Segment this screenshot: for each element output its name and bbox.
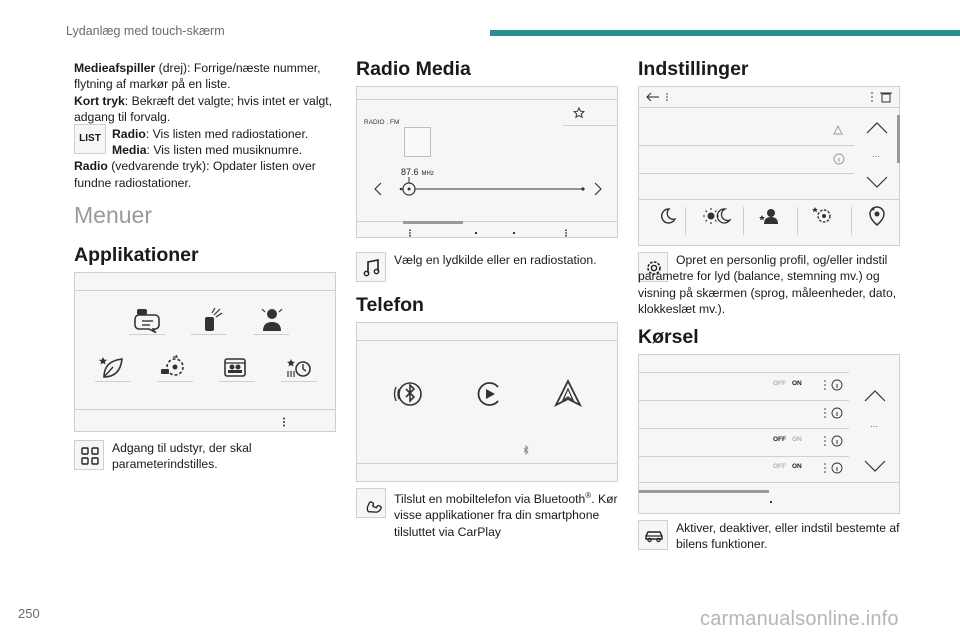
header-title: Lydanlæg med touch-skærm: [66, 24, 225, 38]
toggle-3[interactable]: OFF ON: [773, 463, 802, 470]
radio-more-icon-2[interactable]: [563, 229, 569, 237]
vehicle-settings-icon[interactable]: [159, 355, 187, 381]
watermark: carmanualsonline.info: [700, 608, 899, 630]
settings-description: Opret en personlig profil, og/eller indstil parametre for lyd (balance, stemning mv.) og visning på skærmen (sprog, måleenheder, dato, klokkeslæt mv.).: [638, 253, 897, 317]
radio-band-label: RADIO . FM: [364, 119, 400, 126]
radio-icon-box: [356, 252, 386, 282]
radio-description: Vælg en lydkilde eller en radiostation.: [394, 253, 597, 267]
carplay-icon[interactable]: [475, 379, 505, 409]
paragraph-radio: Radio: Vis listen med radiostationer.: [112, 126, 309, 141]
remote-icon[interactable]: [201, 307, 223, 333]
android-auto-icon[interactable]: [553, 379, 583, 409]
toggle-1[interactable]: OFF ON: [773, 380, 802, 387]
radio-dot-2[interactable]: [513, 232, 515, 234]
list-button-icon: LIST: [74, 124, 106, 154]
trash-icon[interactable]: [869, 91, 893, 103]
heading-korsel: Kørsel: [638, 326, 699, 348]
profile-settings-icon[interactable]: [759, 207, 779, 225]
phone-description-1: Tilslut en mobiltelefon via Bluetooth®. Kør visse applikationer fra din smartphone tilsluttet via CarPlay: [394, 491, 618, 539]
system-settings-icon[interactable]: [811, 205, 833, 225]
settings-screen: [638, 86, 900, 246]
location-settings-icon[interactable]: [867, 205, 887, 227]
frequency-slider[interactable]: [371, 177, 607, 201]
driving-scroll-up-icon[interactable]: [863, 389, 887, 403]
driver-profile-icon[interactable]: [261, 307, 283, 333]
scroll-down-icon[interactable]: [865, 175, 889, 189]
applications-description: Adgang til udstyr, der skal parameterindstilles.: [112, 441, 252, 472]
radio-dot-1[interactable]: [475, 232, 477, 234]
driving-more-label: ···: [870, 422, 878, 431]
back-arrow-icon[interactable]: [645, 92, 671, 102]
radio-screen: [356, 86, 618, 238]
paragraph-media: Medieafspiller (drej): Forrige/næste nummer, flytning af markør på en liste.: [74, 61, 321, 92]
driving-description: Aktiver, deaktiver, eller indstil bestemte af bilens funktioner.: [676, 521, 900, 552]
phone-screen: [356, 322, 618, 482]
grid-icon: [80, 446, 100, 466]
phone-icon: [362, 494, 382, 514]
column-1: [74, 60, 336, 191]
car-icon: [644, 526, 664, 546]
day-night-icon[interactable]: [703, 207, 731, 225]
radio-frequency: 87.6 MHz: [401, 167, 434, 177]
bluetooth-icon[interactable]: [393, 377, 427, 411]
station-artwork: [404, 127, 431, 157]
night-mode-icon[interactable]: [657, 207, 677, 225]
header-accent-bar: [490, 30, 960, 36]
contact-card-icon[interactable]: [223, 357, 247, 379]
heading-radio-media: Radio Media: [356, 58, 471, 80]
driving-page-dot[interactable]: [770, 501, 772, 503]
toggle-2[interactable]: OFF ON: [773, 436, 802, 443]
row-3-more-info-icon[interactable]: [823, 435, 843, 447]
driving-screen: [638, 354, 900, 514]
phone-icon-box: [356, 488, 386, 518]
warning-icon: [833, 125, 843, 135]
paragraph-short-press: Kort tryk: Bekræft det valgte; hvis intet er valgt, adgang til forvalg.: [74, 93, 333, 125]
paragraph-media-list: Media: Vis listen med musiknumre.: [112, 143, 303, 158]
driving-icon-box: [638, 520, 668, 550]
row-2-more-info-icon[interactable]: [823, 407, 843, 419]
heading-indstillinger: Indstillinger: [638, 58, 749, 80]
page-number: 250: [18, 606, 40, 621]
messages-icon[interactable]: [133, 307, 161, 333]
applications-screen: [74, 272, 336, 432]
heading-applikationer: Applikationer: [74, 244, 199, 266]
row-4-more-info-icon[interactable]: [823, 462, 843, 474]
favorite-star-icon[interactable]: [573, 107, 585, 119]
music-note-icon: [362, 258, 382, 278]
paragraph-radio-long: Radio (vedvarende tryk): Opdater listen over fundne radiostationer.: [74, 159, 316, 190]
heading-telefon: Telefon: [356, 294, 424, 316]
row-1-more-info-icon[interactable]: [823, 379, 843, 391]
info-icon: [833, 153, 845, 165]
settings-more-label: ···: [872, 152, 880, 161]
section-title-menuer: Menuer: [74, 202, 152, 228]
eco-leaf-icon[interactable]: [99, 355, 125, 381]
scroll-up-icon[interactable]: [865, 121, 889, 135]
driving-scroll-down-icon[interactable]: [863, 459, 887, 473]
radio-more-icon-1[interactable]: [407, 229, 413, 237]
temperature-timer-icon[interactable]: [285, 355, 313, 381]
bluetooth-status-icon: [523, 445, 529, 455]
more-options-icon[interactable]: [281, 417, 287, 427]
applications-icon-box: [74, 440, 104, 470]
